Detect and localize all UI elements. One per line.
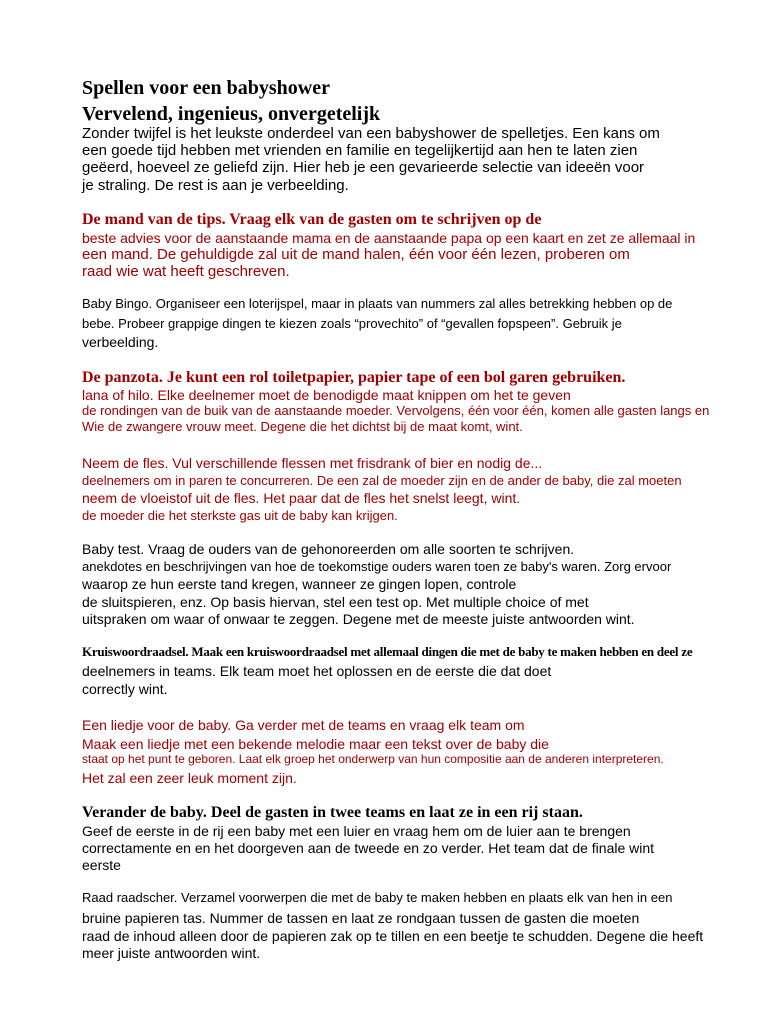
game-line: bebe. Probeer grappige dingen te kiezen zoals “provechito” of “gevallen fopspeen”. Gebruik je: [82, 316, 622, 331]
page-title: Spellen voor een babyshower: [82, 77, 330, 99]
game-line: de rondingen van de buik van de aanstaande moeder. Vervolgens, één voor één, komen alle gasten langs en: [82, 403, 710, 418]
game-line: beste advies voor de aanstaande mama en de aanstaande papa op een kaart en zet ze allemaal in: [82, 230, 696, 246]
game-line: uitspraken om waar of onwaar te zeggen. Degene met de meeste juiste antwoorden wint.: [82, 611, 635, 627]
game-line: anekdotes en beschrijvingen van hoe de toekomstige ouders waren toen ze baby's waren. Zorg ervoor: [82, 559, 672, 574]
game-heading: De mand van de tips. Vraag elk van de gasten om te schrijven op de: [82, 211, 542, 228]
game-line: eerste: [82, 857, 121, 873]
game-line: Geef de eerste in de rij een baby met een luier en vraag hem om de luier aan te brengen: [82, 823, 631, 839]
game-heading: De panzota. Je kunt een rol toiletpapier, papier tape of een bol garen gebruiken.: [82, 369, 626, 386]
game-line: correctly wint.: [82, 681, 168, 697]
game-heading: Neem de fles. Vul verschillende flessen met frisdrank of bier en nodig de...: [82, 455, 543, 471]
game-line: meer juiste antwoorden wint.: [82, 945, 261, 961]
game-line: deelnemers om in paren te concurreren. De een zal de moeder zijn en de ander de baby, die zal moeten: [82, 473, 682, 488]
intro-line: een goede tijd hebben met vrienden en familie en tegelijkertijd aan hen te laten zien: [82, 142, 638, 159]
game-line: verbeelding.: [82, 334, 159, 350]
game-line: correctamente en en het doorgeven aan de tweede en zo verder. Het team dat de finale wint: [82, 840, 655, 856]
game-line: bruine papieren tas. Nummer de tassen en laat ze rondgaan tussen de gasten die moeten: [82, 910, 640, 926]
page-subtitle: Vervelend, ingenieus, onvergetelijk: [82, 103, 381, 125]
intro-line: je straling. De rest is aan je verbeelding.: [82, 177, 349, 194]
game-line: lana of hilo. Elke deelnemer moet de benodigde maat knippen om het te geven: [82, 387, 571, 403]
game-line: staat op het punt te geboren. Laat elk groep het onderwerp van hun compositie aan de anderen interpreteren.: [82, 752, 664, 766]
intro-line: Zonder twijfel is het leukste onderdeel van een babyshower de spelletjes. Een kans om: [82, 125, 660, 142]
game-line: deelnemers in teams. Elk team moet het oplossen en de eerste die dat doet: [82, 663, 552, 679]
game-line: Het zal een zeer leuk moment zijn.: [82, 770, 297, 786]
game-line: raad wie wat heeft geschreven.: [82, 263, 290, 280]
game-line: waarop ze hun eerste tand kregen, wanneer ze gingen lopen, controle: [82, 576, 517, 592]
game-heading: Baby Bingo. Organiseer een loterijspel, maar in plaats van nummers zal alles betrekking hebben op de: [82, 296, 673, 311]
game-line: de moeder die het sterkste gas uit de baby kan krijgen.: [82, 508, 398, 523]
game-line: neem de vloeistof uit de fles. Het paar dat de fles het snelst leegt, wint.: [82, 490, 521, 506]
game-line: Wie de zwangere vrouw meet. Degene die het dichtst bij de maat komt, wint.: [82, 419, 523, 434]
game-heading: Kruiswoordraadsel. Maak een kruiswoordraadsel met allemaal dingen die met de baby te maken hebben en deel ze: [82, 644, 693, 659]
game-line: de sluitspieren, enz. Op basis hiervan, stel een test op. Met multiple choice of met: [82, 594, 589, 610]
game-line: een mand. De gehuldigde zal uit de mand halen, één voor één lezen, proberen om: [82, 246, 630, 263]
game-line: raad de inhoud alleen door de papieren zak op te tillen en een beetje te schudden. Degene die heeft: [82, 928, 704, 944]
game-heading: Baby test. Vraag de ouders van de gehonoreerden om alle soorten te schrijven.: [82, 541, 575, 557]
game-heading: Raad raadscher. Verzamel voorwerpen die met de baby te maken hebben en plaats elk van hen in een: [82, 890, 673, 905]
game-heading: Een liedje voor de baby. Ga verder met de teams en vraag elk team om: [82, 717, 525, 733]
intro-line: geëerd, hoeveel ze geliefd zijn. Hier heb je een gevarieerde selectie van ideeën voor: [82, 159, 645, 176]
game-heading: Verander de baby. Deel de gasten in twee teams en laat ze in een rij staan.: [82, 804, 583, 821]
game-line: Maak een liedje met een bekende melodie maar een tekst over de baby die: [82, 736, 549, 752]
